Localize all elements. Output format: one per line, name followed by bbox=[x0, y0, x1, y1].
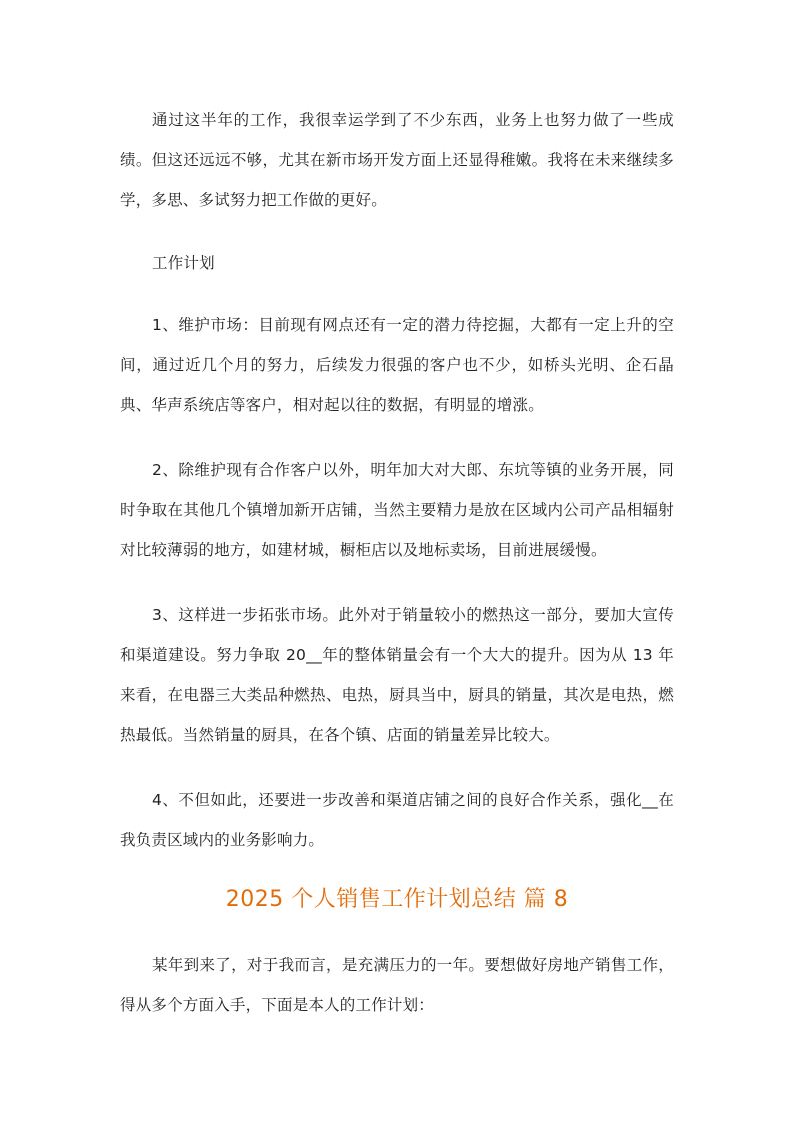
paragraph-intro-section-8: 某年到来了，对于我而言，是充满压力的一年。要想做好房地产销售工作，得从多个方面入手，下面是本人的工作计划： bbox=[120, 956, 674, 1014]
paragraph-plan-item-4: 4、不但如此，还要进一步改善和渠道店铺之间的良好合作关系，强化__在我负责区域内的业务影响力。 bbox=[120, 791, 674, 849]
paragraph-plan-item-1: 1、维护市场：目前现有网点还有一定的潜力待挖掘，大都有一定上升的空间，通过近几个月的努力，后续发力很强的客户也不少，如桥头光明、企石晶典、华声系统店等客户，相对起以往的数据，有明显的增涨。 bbox=[120, 316, 674, 414]
paragraph-plan-item-3: 3、这样进一步拓张市场。此外对于销量较小的燃热这一部分，要加大宣传和渠道建设。努力争取 20__年的整体销量会有一个大大的提升。因为从 13 年来看，在电器三大类品种燃热、电热，厨具当中，厨具的销量，其次是电热，燃热最低。当然销量的厨具，在各个镇、店面的销量差异比较大。 bbox=[120, 606, 674, 744]
section-label-work-plan: 工作计划 bbox=[152, 254, 215, 272]
paragraph-summary: 通过这半年的工作，我很幸运学到了不少东西，业务上也努力做了一些成绩。但这还远远不够，尤其在新市场开发方面上还显得稚嫩。我将在未来继续多学，多思、多试努力把工作做的更好。 bbox=[120, 111, 674, 209]
section-heading: 2025 个人销售工作计划总结 篇 8 bbox=[225, 887, 569, 912]
paragraph-plan-item-2: 2、除维护现有合作客户以外，明年加大对大郎、东坑等镇的业务开展，同时争取在其他几个镇增加新开店铺，当然主要精力是放在区域内公司产品相辐射对比较薄弱的地方，如建材城，橱柜店以及地标卖场，目前进展缓慢。 bbox=[120, 461, 674, 559]
